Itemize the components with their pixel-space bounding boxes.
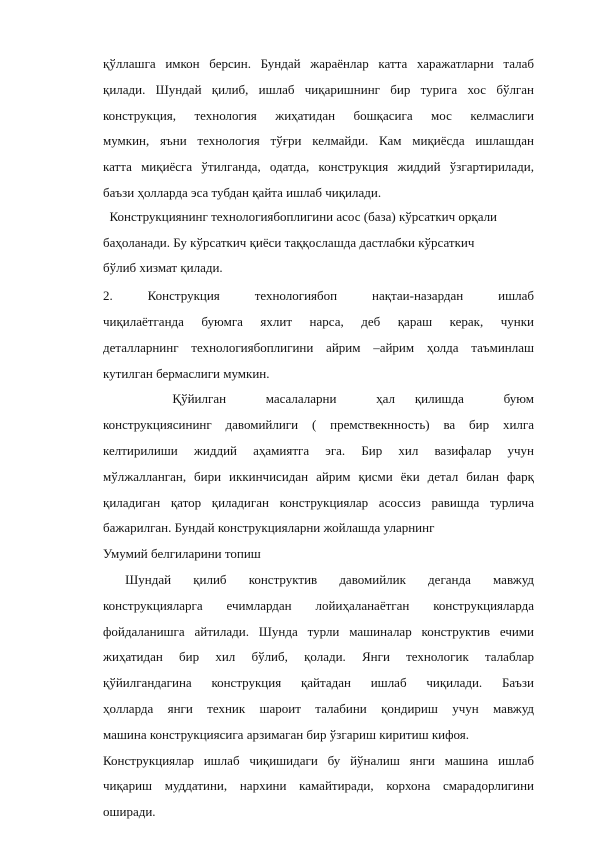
- text-line: ҳолларда янги техник шароит талабини қондириш учун мавжуд: [103, 701, 534, 716]
- text-line: Умумий белгиларини топиш: [103, 546, 261, 561]
- text-line: конструкцияларга ечимлардан лойиҳаланаётган конструкцияларда: [103, 598, 534, 613]
- text-line: оширади.: [103, 804, 156, 819]
- text-line: келтирилиши жиддий аҳамиятга эга. Бир хил вазифалар учун: [103, 443, 534, 458]
- text-line: мумкин, яъни технология тўғри келмайди. Кам миқиёсда ишлашдан: [103, 133, 534, 148]
- text-line: чиқариш муддатини, нархини камайтиради, корхона смарадорлигини: [103, 778, 534, 793]
- text-line: Шундай қилиб конструктив давомийлик деганда мавжуд: [103, 572, 534, 587]
- text-line: конструкция, технология жиҳатидан бошқасига мос келмаслиги: [103, 108, 534, 123]
- text-line: баъзи ҳолларда эса тубдан қайта ишлаб чиқилади.: [103, 185, 382, 200]
- text-line: катта миқиёсга ўтилганда, одатда, конструкция жиддий ўзгартирилади,: [103, 159, 534, 174]
- text-line: чиқилаётганда буюмга яхлит нарса, деб қараш керак, чунки: [103, 314, 534, 329]
- text-line: қилади. Шундай қилиб, ишлаб чиқаришнинг бир турига хос бўлган: [103, 82, 534, 97]
- text-line: қўллашга имкон берсин. Бундай жараёнлар катта харажатларни талаб: [103, 56, 534, 71]
- text-line: қиладиган қатор қиладиган конструкциялар асоссиз равишда турлича: [103, 495, 534, 510]
- text-line: кутилган бермаслиги мумкин.: [103, 366, 270, 381]
- text-line: баҳоланади. Бу кўрсаткич қиёси таққослашда дастлабки кўрсаткич: [103, 235, 475, 250]
- text-line: Конструкциянинг технологиябоплигини асос (база) кўрсаткич орқали: [103, 209, 498, 224]
- text-line: Конструкциялар ишлаб чиқишидаги бу йўналиш янги машина ишлаб: [103, 753, 534, 768]
- text-line: конструкциясининг давомийлиги ( премствекнность) ва бир хилга: [103, 417, 534, 432]
- text-line: Қўйилган масалаларни ҳал қилишда буюм: [103, 391, 534, 406]
- text-line: фойдаланишга айтилади. Шунда турли машиналар конструктив ечими: [103, 624, 534, 639]
- text-line: машина конструкциясига арзимаган бир ўзгариш киритиш кифоя.: [103, 727, 470, 742]
- text-line: бажарилган. Бундай конструкцияларни жойлашда уларнинг: [103, 520, 435, 535]
- text-line: мўлжалланган, бири иккинчисидан айрим қисми ёки детал билан фарқ: [103, 469, 534, 484]
- text-line: 2. Конструкция технологиябоп нақтаи-назардан ишлаб: [103, 288, 534, 303]
- text-line: жиҳатидан бир хил бўлиб, қолади. Янги технологик талаблар: [103, 649, 534, 664]
- text-line: қўйилгандагина конструкция қайтадан ишлаб чиқилади. Баъзи: [103, 675, 534, 690]
- text-line: деталларнинг технологиябоплигини айрим –айрим ҳолда таъминлаш: [103, 340, 534, 355]
- text-line: бўлиб хизмат қилади.: [103, 260, 223, 275]
